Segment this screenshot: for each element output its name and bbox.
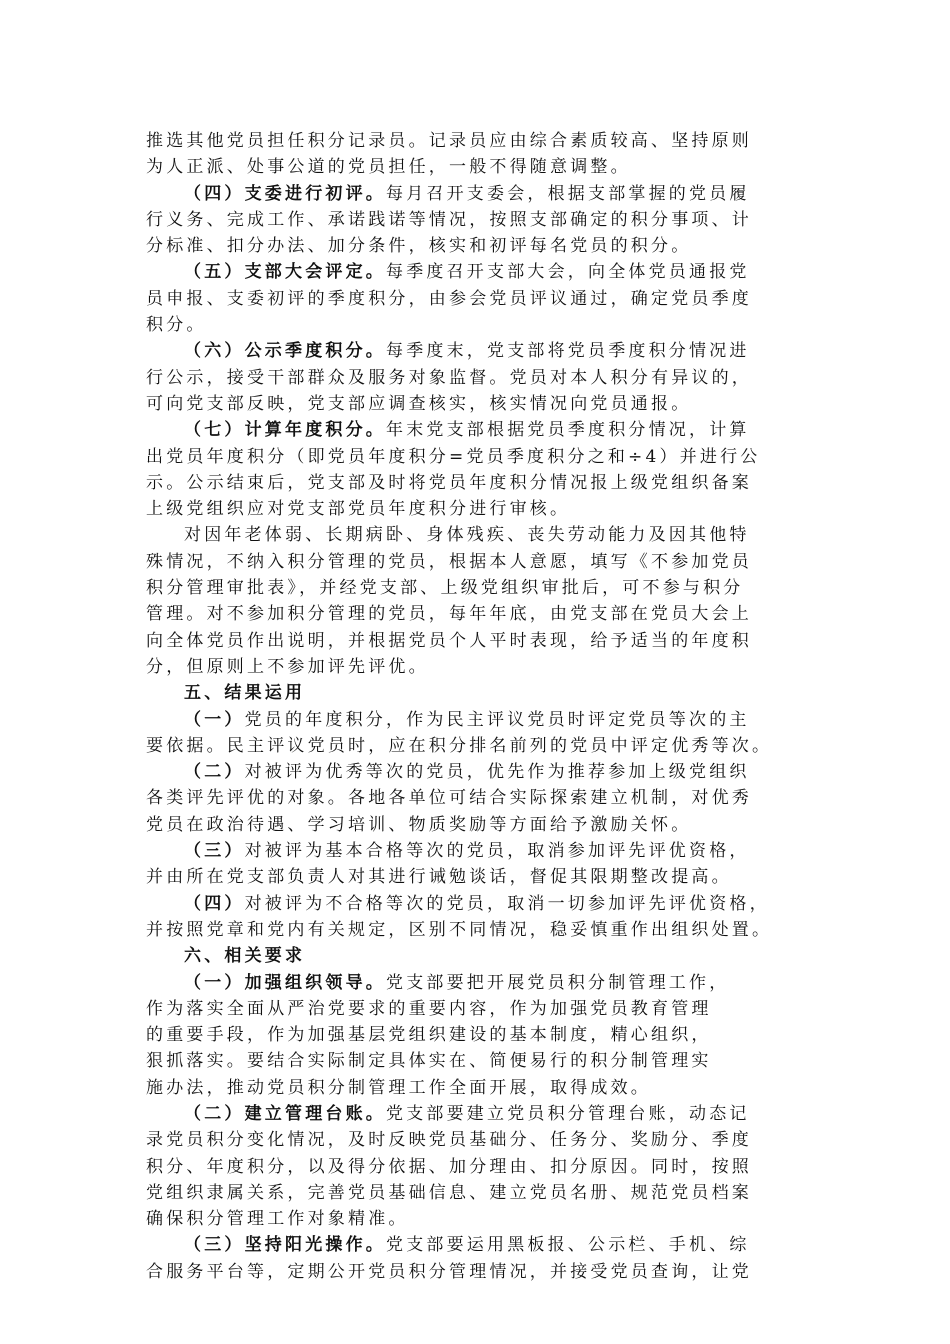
paragraph-line <box>146 628 806 654</box>
line-text: 分，但原则上不参加评先评优。 <box>146 656 429 677</box>
line-text: 党组织隶属关系，完善党员基础信息、建立党员名册、规范党员档案 <box>146 1182 752 1203</box>
paragraph-line <box>146 1127 806 1153</box>
paragraph-line <box>146 365 806 391</box>
paragraph-line <box>146 812 806 838</box>
paragraph-line <box>146 891 806 917</box>
line-text: 可向党支部反映，党支部应调查核实，核实情况向党员通报。 <box>146 393 692 414</box>
paragraph-line <box>146 1101 806 1127</box>
line-text: 行公示，接受干部群众及服务对象监督。党员对本人积分有异议的， <box>146 367 752 388</box>
line-text: 对被评为不合格等次的党员，取消一切参加评先评优资格， <box>244 893 770 914</box>
line-text: 分标准、扣分办法、加分条件，核实和初评每名党员的积分。 <box>146 236 692 257</box>
line-text: 狠抓落实。要结合实际制定具体实在、简便易行的积分制管理实 <box>146 1051 712 1072</box>
item-lead: （三） <box>184 841 245 862</box>
paragraph-line <box>146 391 806 417</box>
paragraph-line <box>146 1048 806 1074</box>
item-lead: （二） <box>184 762 245 783</box>
line-text: 要依据。民主评议党员时，应在积分排名前列的党员中评定优秀等次。 <box>146 735 773 756</box>
line-text: 党员的年度积分，作为民主评议党员时评定党员等次的主 <box>244 709 750 730</box>
paragraph-line <box>146 1180 806 1206</box>
document-body <box>146 128 806 1285</box>
line-text: 党支部要建立党员积分管理台账，动态记 <box>386 1103 750 1124</box>
line-text: 示。公示结束后，党支部及时将党员年度积分情况报上级党组织备案 <box>146 472 752 493</box>
line-text: 行义务、完成工作、承诺践诺等情况，按照支部确定的积分事项、计 <box>146 209 752 230</box>
line-text: 年末党支部根据党员季度积分情况，计算 <box>386 420 750 441</box>
paragraph-line <box>146 654 806 680</box>
paragraph-line <box>146 259 806 285</box>
line-text: 向全体党员作出说明，并根据党员个人平时表现，给予适当的年度积 <box>146 630 752 651</box>
line-text: 殊情况，不纳入积分管理的党员，根据本人意愿，填写《不参加党员 <box>146 551 752 572</box>
line-text: 积分、年度积分，以及得分依据、加分理由、扣分原因。同时，按照 <box>146 1156 752 1177</box>
line-text: 每季度末，党支部将党员季度积分情况进 <box>386 341 750 362</box>
item-lead: （四） <box>184 893 245 914</box>
paragraph-line <box>146 1206 806 1232</box>
line-text: 各类评先评优的对象。各地各单位可结合实际探索建立机制，对优秀 <box>146 788 752 809</box>
line-text: 每月召开支委会，根据支部掌握的党员履 <box>386 183 750 204</box>
paragraph-line <box>146 312 806 338</box>
line-text: 出党员年度积分（即党员年度积分=党员季度积分之和÷4）并进行公 <box>146 446 761 467</box>
paragraph-line <box>146 707 806 733</box>
paragraph-line <box>146 233 806 259</box>
line-text: 的重要手段，作为加强基层党组织建设的基本制度，精心组织， <box>146 1025 712 1046</box>
section-heading: 六、相关要求 <box>184 946 306 967</box>
section-heading: 五、结果运用 <box>184 683 306 704</box>
line-text: 作为落实全面从严治党要求的重要内容，作为加强党员教育管理 <box>146 998 712 1019</box>
line-text: 合服务平台等，定期公开党员积分管理情况，并接受党员查询，让党 <box>146 1261 752 1282</box>
paragraph-line <box>146 759 806 785</box>
paragraph-line <box>146 1232 806 1258</box>
item-lead: （五）支部大会评定。 <box>184 262 386 283</box>
paragraph-line <box>146 470 806 496</box>
line-text: 为人正派、处事公道的党员担任，一般不得随意调整。 <box>146 157 631 178</box>
paragraph-line <box>146 601 806 627</box>
line-text: 党支部要运用黑板报、公示栏、手机、综 <box>386 1235 750 1256</box>
paragraph-line <box>146 549 806 575</box>
line-text: 党支部要把开展党员积分制管理工作， <box>386 972 730 993</box>
paragraph-line <box>146 496 806 522</box>
line-text: 并按照党章和党内有关规定，区别不同情况，稳妥慎重作出组织处置。 <box>146 919 773 940</box>
item-lead: （一）加强组织领导。 <box>184 972 386 993</box>
line-text: 对因年老体弱、长期病卧、身体残疾、丧失劳动能力及因其他特 <box>184 525 750 546</box>
line-text: 积分管理审批表》，并经党支部、上级党组织审批后，可不参与积分 <box>146 578 744 599</box>
paragraph-line <box>146 522 806 548</box>
line-text: 施办法，推动党员积分制管理工作全面开展，取得成效。 <box>146 1077 651 1098</box>
paragraph-line <box>146 917 806 943</box>
item-lead: （三）坚持阳光操作。 <box>184 1235 386 1256</box>
item-lead: （二）建立管理台账。 <box>184 1103 386 1124</box>
line-text: 确保积分管理工作对象精准。 <box>146 1209 409 1230</box>
paragraph-line <box>146 864 806 890</box>
item-lead: （六）公示季度积分。 <box>184 341 386 362</box>
paragraph-line <box>146 128 806 154</box>
line-text: 录党员积分变化情况，及时反映党员基础分、任务分、奖励分、季度 <box>146 1130 752 1151</box>
line-text: 上级党组织应对党支部党员年度积分进行审核。 <box>146 499 571 520</box>
paragraph-line <box>146 970 806 996</box>
line-text: 对被评为优秀等次的党员，优先作为推荐参加上级党组织 <box>244 762 750 783</box>
paragraph-line <box>146 785 806 811</box>
paragraph-line <box>146 154 806 180</box>
paragraph-line <box>146 996 806 1022</box>
paragraph-line <box>146 1075 806 1101</box>
paragraph-line <box>146 207 806 233</box>
paragraph-line <box>146 1259 806 1285</box>
item-lead: （一） <box>184 709 245 730</box>
line-text: 对被评为基本合格等次的党员，取消参加评先评优资格， <box>244 841 750 862</box>
paragraph-line <box>146 417 806 443</box>
paragraph-line <box>146 575 806 601</box>
item-lead: （四）支委进行初评。 <box>184 183 386 204</box>
paragraph-line <box>146 838 806 864</box>
paragraph-line <box>146 733 806 759</box>
paragraph-line <box>146 286 806 312</box>
paragraph-line <box>146 338 806 364</box>
line-text: 员申报、支委初评的季度积分，由参会党员评议通过，确定党员季度 <box>146 288 752 309</box>
line-text: 党员在政治待遇、学习培训、物质奖励等方面给予激励关怀。 <box>146 814 692 835</box>
paragraph-line <box>146 1022 806 1048</box>
line-text: 推选其他党员担任积分记录员。记录员应由综合素质较高、坚持原则 <box>146 131 752 151</box>
item-lead: （七）计算年度积分。 <box>184 420 386 441</box>
line-text: 管理。对不参加积分管理的党员，每年年底，由党支部在党员大会上 <box>146 604 752 625</box>
paragraph-line <box>146 1154 806 1180</box>
paragraph-line <box>146 181 806 207</box>
line-text: 积分。 <box>146 315 207 336</box>
line-text: 并由所在党支部负责人对其进行诫勉谈话，督促其限期整改提高。 <box>146 867 732 888</box>
paragraph-line <box>146 444 806 470</box>
line-text: 每季度召开支部大会，向全体党员通报党 <box>386 262 750 283</box>
